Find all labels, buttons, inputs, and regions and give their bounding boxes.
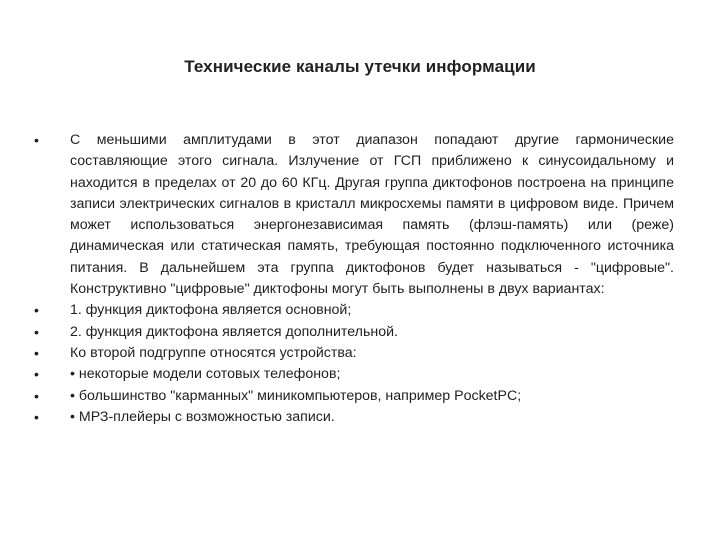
bullet-text: Ко второй подгруппе относятся устройства: (70, 344, 357, 361)
bullet-item (34, 130, 674, 300)
bullet-icon: • (34, 132, 39, 148)
bullet-text: • большинство "карманных" миникомпьютеров, например PocketPC; (70, 387, 522, 404)
bullet-icon: • (34, 387, 39, 404)
bullet-icon: • (34, 344, 39, 361)
bullet-icon: • (34, 302, 39, 319)
slide-title: Технические каналы утечки информации (184, 57, 536, 76)
bullet-text: 1. функция диктофона является основной; (70, 302, 352, 319)
bullet-text: • МРЗ-плейеры с возможностью записи. (70, 408, 335, 425)
bullet-item (34, 364, 674, 385)
bullet-item (34, 343, 674, 364)
bullet-item (34, 407, 674, 428)
bullet-text: • некоторые модели сотовых телефонов; (70, 366, 341, 383)
bullet-text: 2. функция диктофона является дополнительной. (70, 323, 398, 340)
bullet-item (34, 300, 674, 321)
bullet-icon: • (34, 408, 39, 425)
bullet-text: С меньшими амплитудами в этот диапазон попадают другие гармонические составляющие этого сигнала. Излучение от ГСП приближено к синусоидальному и находится в пределах от 20 до 60 КГц. Другая группа диктофонов построена на принципе записи электрических сигналов в кристалл микросхемы памяти в цифровом виде. Причем может использоваться энергонезависимая память (флэш-память) или (реже) динамическая или статическая память, требующая постоянно подключенного источника питания. В дальнейшем эта группа диктофонов будет называться - "цифровые". Конструктивно "цифровые" диктофоны могут быть выполнены в двух вариантах: (70, 132, 674, 298)
bullet-icon: • (34, 323, 39, 340)
bullet-item (34, 386, 674, 407)
bullet-item (34, 322, 674, 343)
bullet-list (34, 130, 674, 428)
bullet-icon: • (34, 366, 39, 383)
